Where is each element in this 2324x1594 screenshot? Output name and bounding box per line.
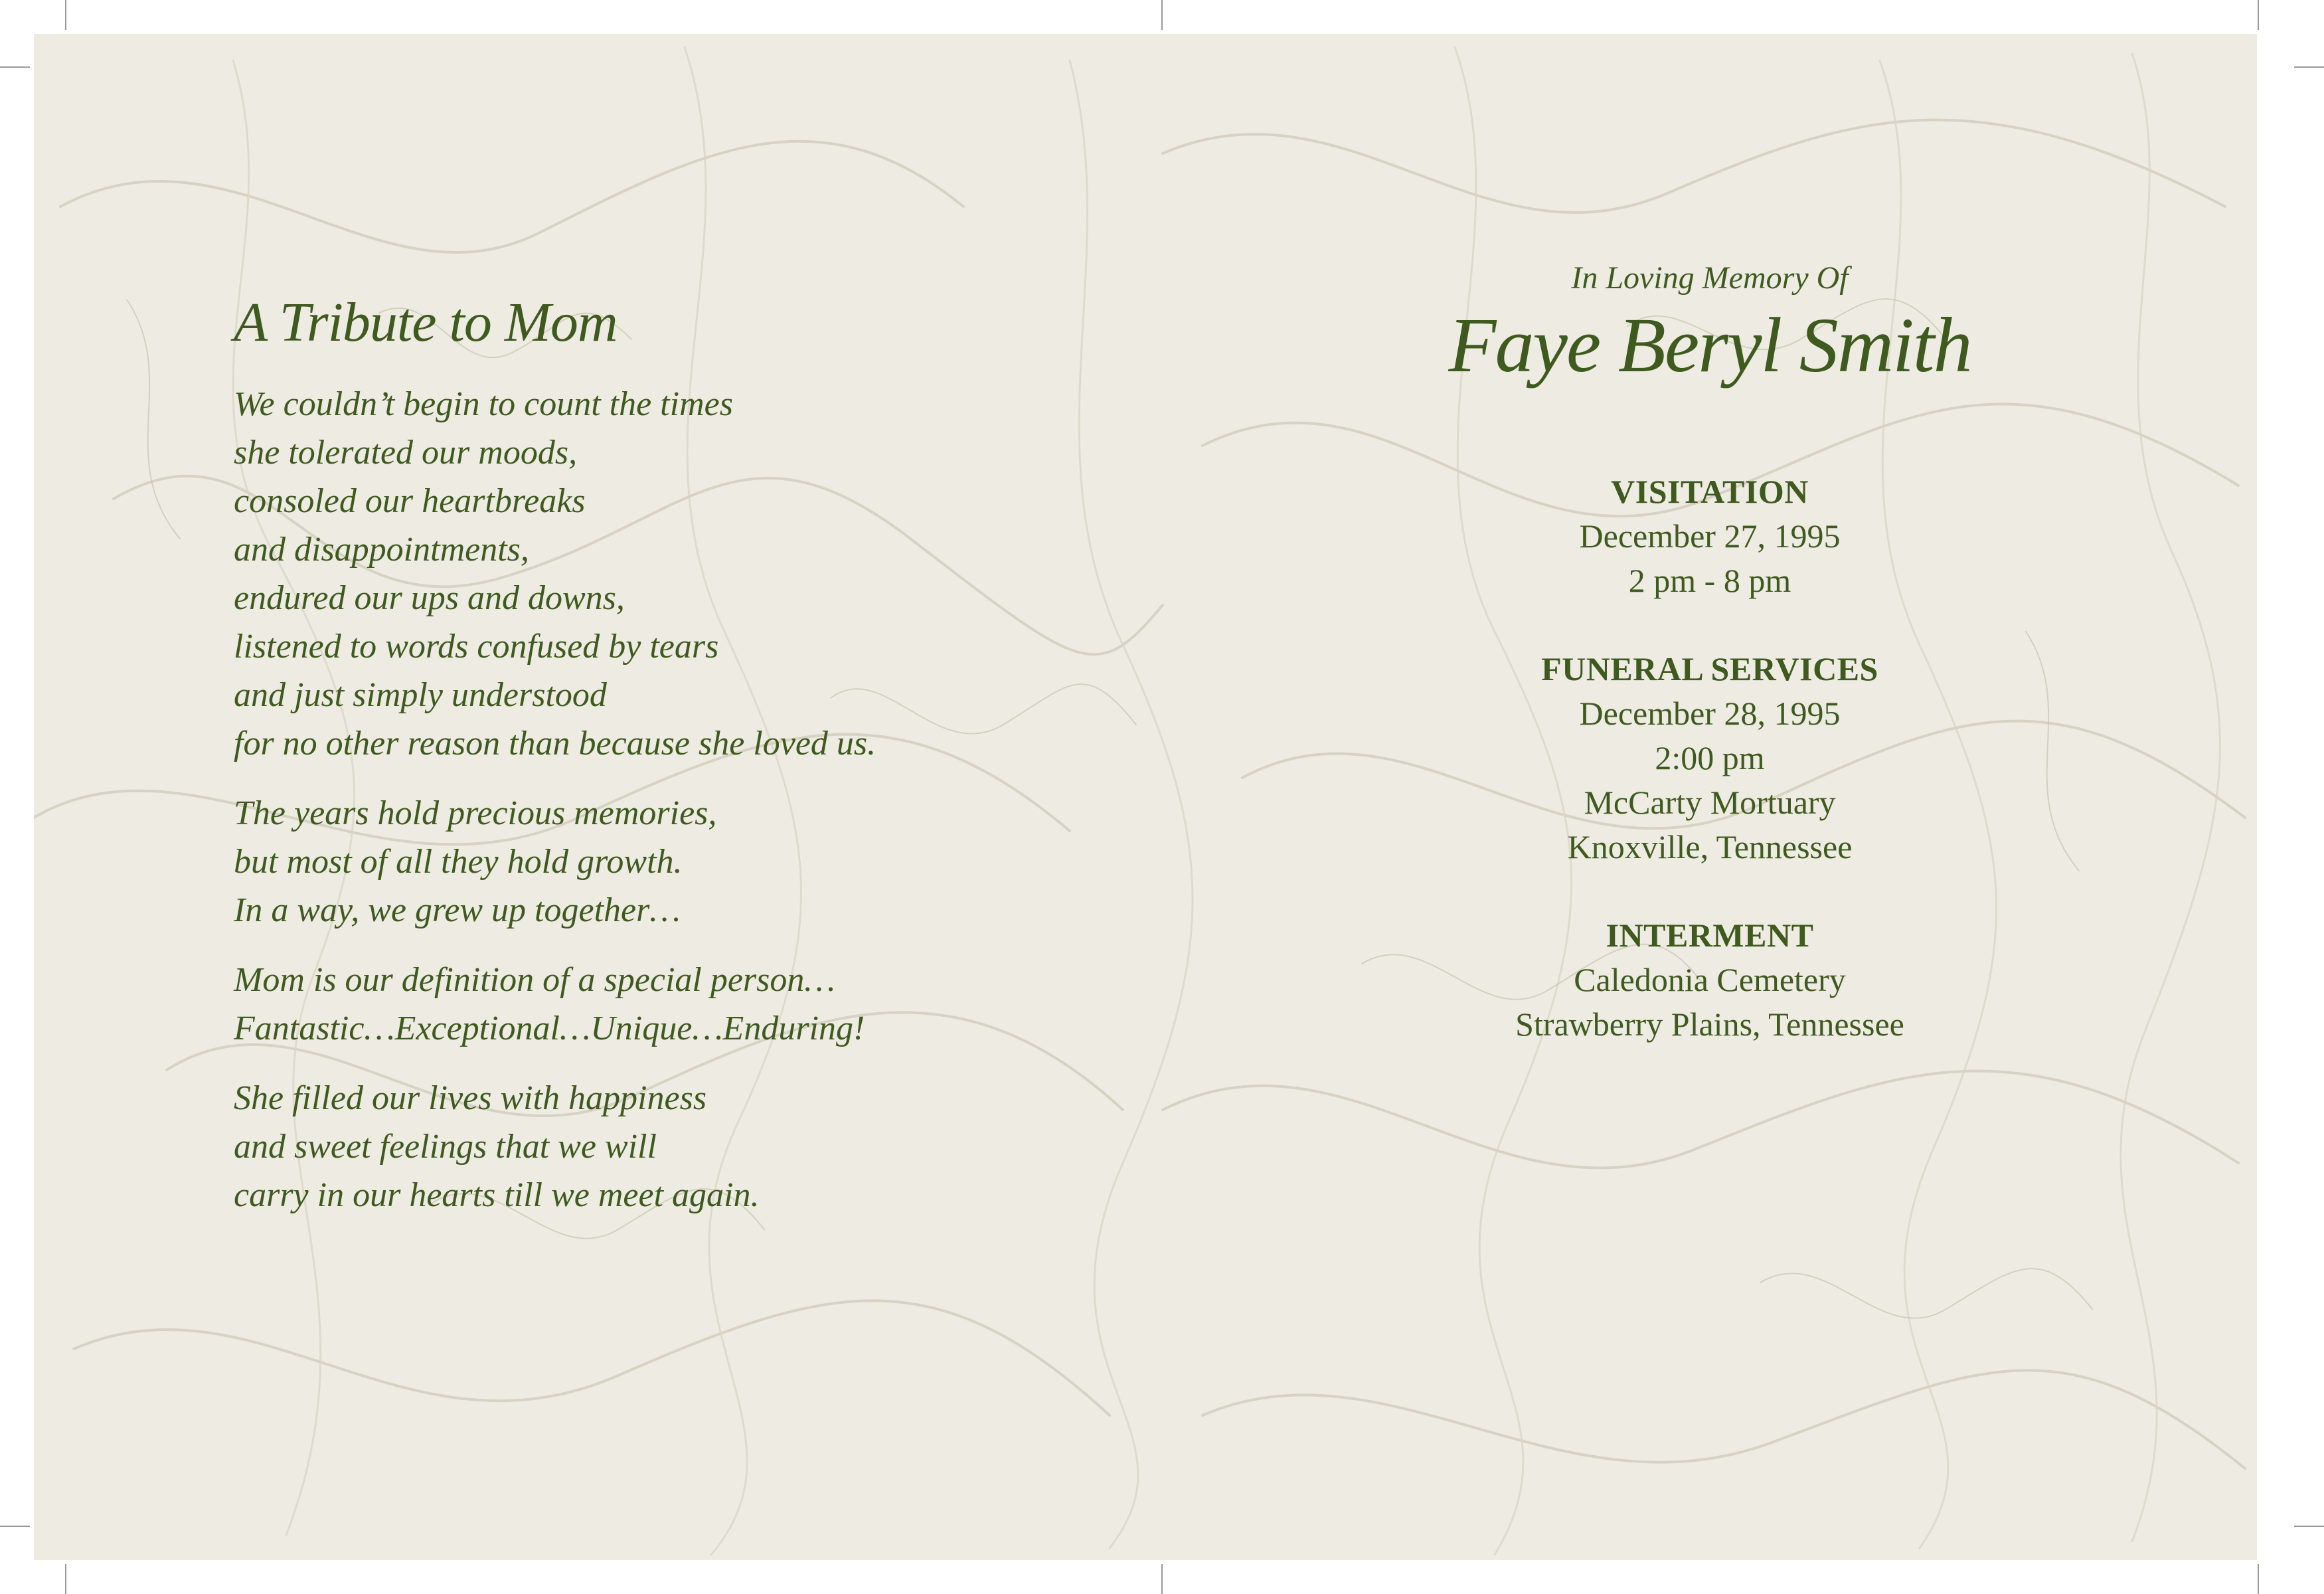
poem-stanza [234,956,1110,1053]
poem-line: Fantastic…Exceptional…Unique…Enduring! [234,1010,865,1048]
crop-mark [65,0,66,30]
poem-line: In a way, we grew up together… [234,891,681,930]
crop-mark [2294,66,2324,68]
poem-line: endured our ups and downs, [234,579,625,618]
poem-stanza [234,789,1110,934]
poem-line: consoled our heartbreaks [234,482,586,521]
interment-heading: INTERMENT [1606,917,1814,954]
funeral-place: McCarty Mortuary [1584,784,1836,822]
poem-line: for no other reason than because she loved us. [234,725,876,763]
funeral-time: 2:00 pm [1655,739,1765,777]
crop-mark [0,1526,30,1527]
poem-title: A Tribute to Mom [234,292,618,353]
poem-line: We couldn’t begin to count the times [234,385,733,424]
poem-line: she tolerated our moods, [234,434,578,472]
poem-line: and disappointments, [234,531,529,569]
crop-mark [2258,1564,2259,1594]
crop-mark [1161,0,1163,30]
poem-line: listened to words confused by tears [234,628,719,666]
interment-city: Strawberry Plains, Tennessee [1515,1006,1904,1043]
visitation-time: 2 pm - 8 pm [1628,562,1791,600]
interment-place: Caledonia Cemetery [1574,961,1846,999]
crop-mark [2258,0,2259,30]
poem-line: The years hold precious memories, [234,794,717,833]
tribute-poem [234,292,1110,1241]
visitation-section [1275,470,2145,603]
visitation-heading: VISITATION [1611,473,1809,511]
poem-line: and sweet feelings that we will [234,1128,657,1166]
poem-stanza [234,1074,1110,1219]
poem-line: Mom is our definition of a special person… [234,961,835,1000]
crop-mark [2294,1526,2324,1527]
memorial-details [1275,259,2145,1047]
poem-line: She filled our lives with happiness [234,1079,707,1118]
poem-line: but most of all they hold growth. [234,843,683,881]
visitation-date: December 27, 1995 [1579,517,1841,555]
interment-section [1275,913,2145,1047]
funeral-date: December 28, 1995 [1579,695,1841,733]
poem-line: carry in our hearts till we meet again. [234,1176,760,1215]
funeral-services-heading: FUNERAL SERVICES [1541,650,1878,688]
crop-mark [65,1564,66,1594]
poem-line: and just simply understood [234,676,607,715]
funeral-services-section [1275,647,2145,869]
poem-stanza [234,380,1110,768]
funeral-city: Knoxville, Tennessee [1567,828,1853,866]
crop-mark [1161,1564,1163,1594]
crop-mark [0,66,30,68]
deceased-name: Faye Beryl Smith [1448,301,1971,389]
in-loving-memory-heading: In Loving Memory Of [1571,260,1849,296]
